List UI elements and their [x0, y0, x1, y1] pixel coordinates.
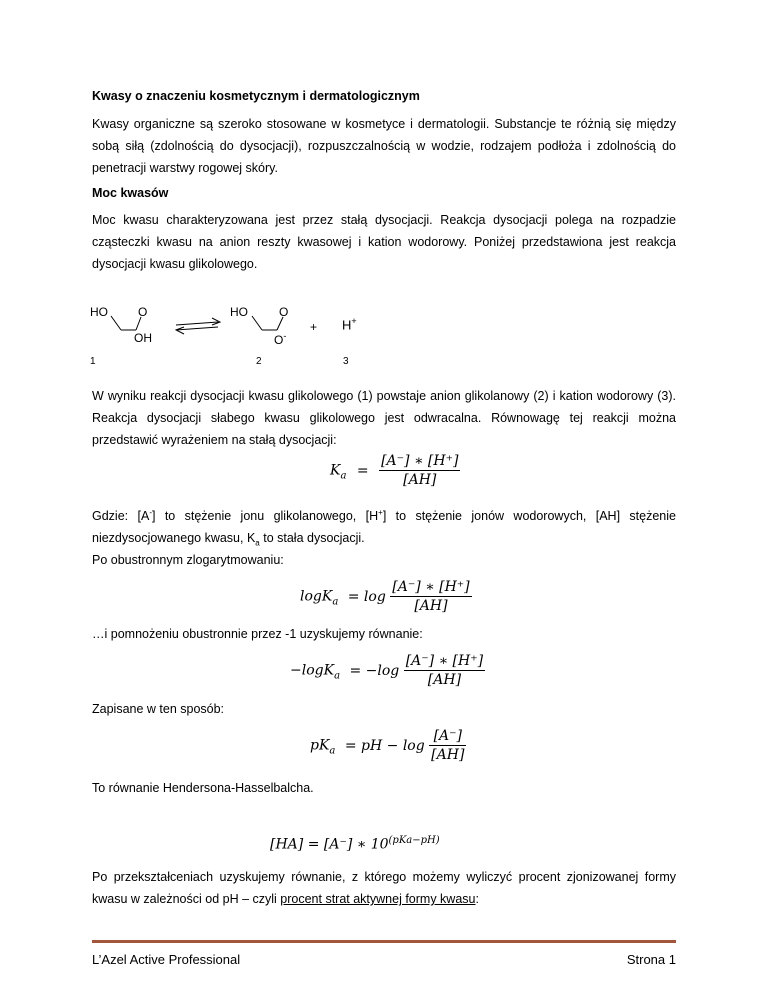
plus-sign: + — [310, 320, 318, 334]
dissociation-reaction-diagram — [88, 300, 388, 372]
paragraph-written-as: Zapisane w ten sposób: — [92, 702, 225, 716]
paragraph-henderson: To równanie Hendersona-Hasselbalcha. — [92, 781, 314, 795]
paragraph-multiply-intro: …i pomnożeniu obustronnie przez -1 uzyskujemy równanie: — [92, 627, 423, 641]
paragraph-definitions: Gdzie: [A-] to stężenie jonu glikolanowego, [H+] to stężenie jonów wodorowych, [AH] stężenie niezdysocjowanego kwasu, $K_a$ to stała dysocjacji. — [92, 508, 676, 548]
heading-acid-strength: Moc kwasów — [92, 186, 169, 200]
m2-ho-label: HO — [230, 305, 248, 319]
paragraph-acid-strength: Moc kwasu charakteryzowana jest przez stałą dysocjacji. Reakcja dysocjacji polega na rozpadzie cząsteczki kwasu na anion reszty kwasowej i kation wodorowy. Poniżej przedstawiona jest reakcja dysocjacji kwasu glikolowego. — [92, 213, 676, 271]
equation-pka: $pK_a$ = pH − log $\frac{[A^-]}{[AH]}$ — [310, 728, 465, 763]
m2-number: 2 — [256, 356, 262, 367]
paragraph-percent-ionized: Po przekształceniach uzyskujemy równanie, z którego możemy wyliczyć procent zjonizowanej formy kwasu w zależności od pH – czyli procent strat aktywnej formy kwasu: — [92, 870, 676, 906]
m1-o-label: O — [138, 305, 148, 319]
m2-o-minus-label: O- — [274, 331, 287, 347]
m1-ho-label: HO — [90, 305, 108, 319]
equation-ka: $K_a$ = $\frac{[A^-] ∗ [H^+]}{[AH]}$ — [330, 453, 459, 488]
footer-rule — [92, 940, 676, 943]
footer-page-number: Strona 1 — [626, 952, 676, 967]
m2-o-label: O — [279, 305, 289, 319]
m1-oh-label: OH — [134, 331, 152, 345]
m1-number: 1 — [90, 356, 96, 367]
equation-log-ka: logK$_a$ = log $\frac{[A^-] ∗ [H^+]}{[AH]}$ — [300, 579, 470, 614]
m3-h-label: H+ — [342, 316, 357, 333]
m3-number: 3 — [343, 356, 349, 367]
equation-neg-log-ka: −logK$_a$ = −log $\frac{[A^-] ∗ [H^+]}{[AH]}$ — [290, 653, 484, 688]
paragraph-reaction-description: W wyniku reakcji dysocjacji kwasu glikolowego (1) powstaje anion glikolanowy (2) i kation wodorowy (3). Reakcja dysocjacji słabego kwasu glikolowego jest odwracalna. Równowagę tej reakcji można przedstawić wyrażeniem na stałą dysocjacji: — [92, 389, 676, 447]
page-footer — [92, 940, 676, 970]
footer-company: L’Azel Active Professional — [92, 952, 241, 967]
paragraph-log-intro: Po obustronnym zlogarytmowaniu: — [92, 553, 284, 567]
equation-ha: [HA] = [A⁻] ∗ $10^{(pKa-pH)}$ — [270, 835, 440, 853]
paragraph-intro: Kwasy organiczne są szeroko stosowane w kosmetyce i dermatologii. Substancje te różnią się między sobą siłą (zdolnością do dysocjacji), rozpuszczalnością w wodzie, rodzajem podłoża i zdolnością do penetracji warstwy rogowej skóry. — [92, 117, 676, 175]
heading-cosmetic-acids: Kwasy o znaczeniu kosmetycznym i dermatologicznym — [92, 89, 420, 103]
